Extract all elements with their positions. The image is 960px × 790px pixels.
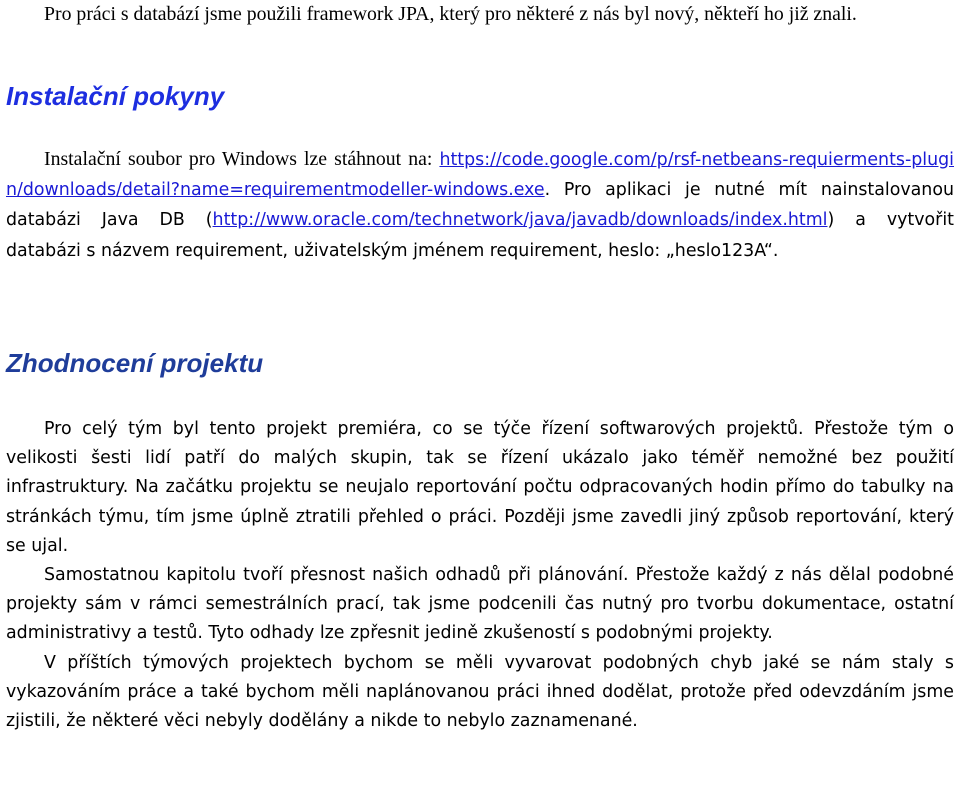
install-text-before: Instalační soubor pro Windows lze stáhnout na: — [44, 148, 440, 170]
evaluation-paragraph-3: V příštích týmových projektech bychom se měli vyvarovat podobných chyb jaké se nám staly s vykazováním práce a také bychom měli naplánovanou práci ihned dodělat, protože před odevzdáním jsme zjistili, že některé věci nebyly dodělány a nikde to nebylo zaznamenané. — [6, 652, 954, 732]
download-link[interactable]: https://code.google.com/p/rsf-netbeans-requierments-plugin/downloads/detail?name=requirementmodeller-windows.exe — [6, 150, 954, 201]
evaluation-heading: Zhodnocení projektu — [6, 348, 264, 378]
evaluation-paragraph-2: Samostatnou kapitolu tvoří přesnost našich odhadů při plánování. Přestože každý z nás dělal podobné projekty sám v rámci semestrálních prací, tak jsme podcenili čas nutný pro tvorbu dokumentace, ostatní administrativy a testů. Tyto odhady lze zpřesnit jedině zkušeností s podobnými projekty. — [6, 565, 954, 644]
evaluation-paragraph-1: Pro celý tým byl tento projekt premiéra, co se týče řízení softwarových projektů. Přestože tým o velikosti šesti lidí patří do malých skupin, tak se řízení ukázalo jako téměř nemožné bez použití infrastruktury. Na začátku projektu se neujalo reportování počtu odpracovaných hodin přímo do tabulky na stránkách týmu, tím jsme úplně ztratili přehled o práci. Později jsme zavedli jiný způsob reportování, který se ujal. — [6, 419, 954, 556]
install-heading: Instalační pokyny — [6, 81, 225, 111]
install-text-after: ) a vytvořit databázi s názvem requirement, uživatelským jménem requirement, heslo: „heslo123A“. — [6, 210, 954, 261]
java-db-link[interactable]: http://www.oracle.com/technetwork/java/javadb/downloads/index.html — [212, 210, 828, 231]
evaluation-body — [6, 415, 954, 736]
install-paragraph — [6, 145, 954, 266]
intro-paragraph: Pro práci s databází jsme použili framework JPA, který pro některé z nás byl nový, někteří ho již znali. — [44, 3, 857, 25]
install-text-middle: . Pro aplikaci je nutné mít nainstalovanou databázi Java DB ( — [6, 180, 954, 231]
